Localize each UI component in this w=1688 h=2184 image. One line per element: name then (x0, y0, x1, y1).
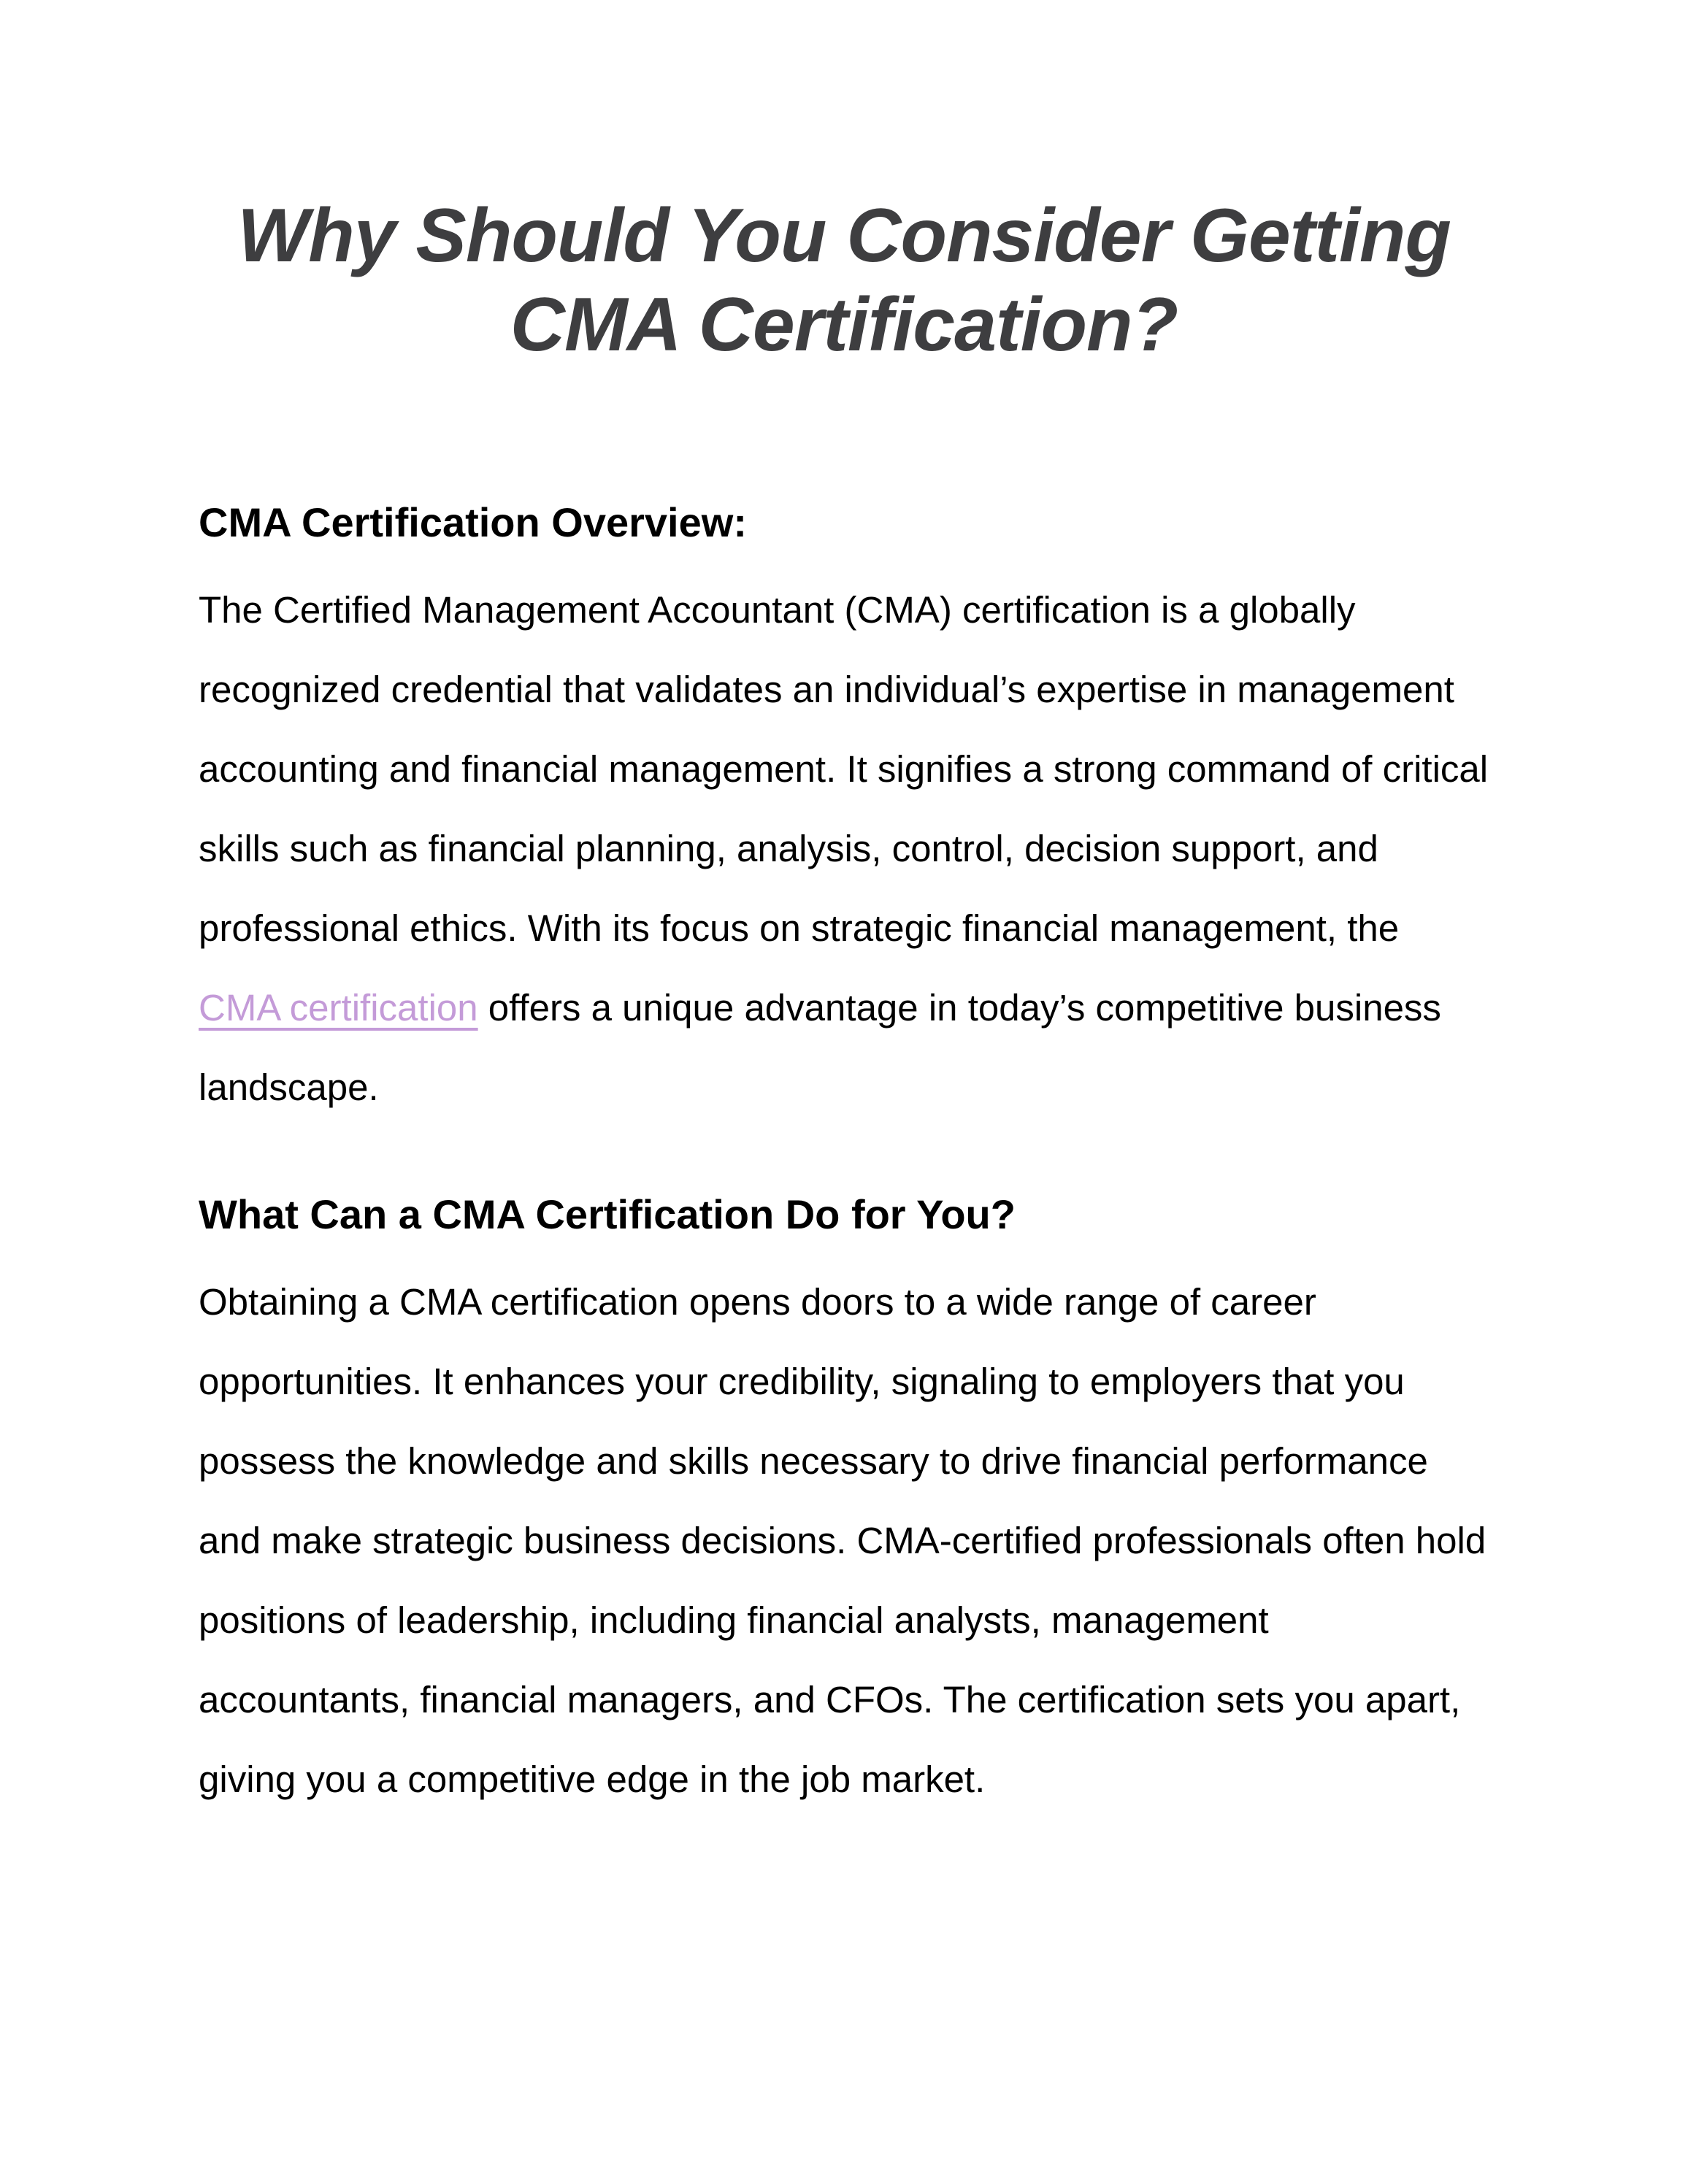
section-benefits (199, 1189, 1489, 1819)
overview-heading: CMA Certification Overview: (199, 499, 747, 545)
overview-paragraph (199, 570, 1489, 1127)
document-title: Why Should You Consider Getting CMA Certification? (237, 193, 1451, 367)
benefits-paragraph: Obtaining a CMA certification opens doors to a wide range of career opportunities. It enhances your credibility, signaling to employers that you possess the knowledge and skills necessary to drive financial performance and make strategic business decisions. CMA-certified professionals often hold positions of leadership, including financial analysts, management accountants, financial managers, and CFOs. The certification sets you apart, giving you a competitive edge in the job market. (199, 1281, 1486, 1800)
section-overview (199, 497, 1489, 1127)
benefits-heading: What Can a CMA Certification Do for You? (199, 1191, 1016, 1237)
overview-text-before-link: The Certified Management Accountant (CMA) certification is a globally recognized credential that validates an individual’s expertise in management accounting and financial management. It signifies a strong command of critical skills such as financial planning, analysis, control, decision support, and professional ethics. With its focus on strategic financial management, the (199, 589, 1489, 949)
overview-text-after-link: offers a unique advantage in today’s competitive business landscape. (199, 987, 1441, 1108)
cma-certification-link[interactable]: CMA certification (199, 987, 478, 1028)
